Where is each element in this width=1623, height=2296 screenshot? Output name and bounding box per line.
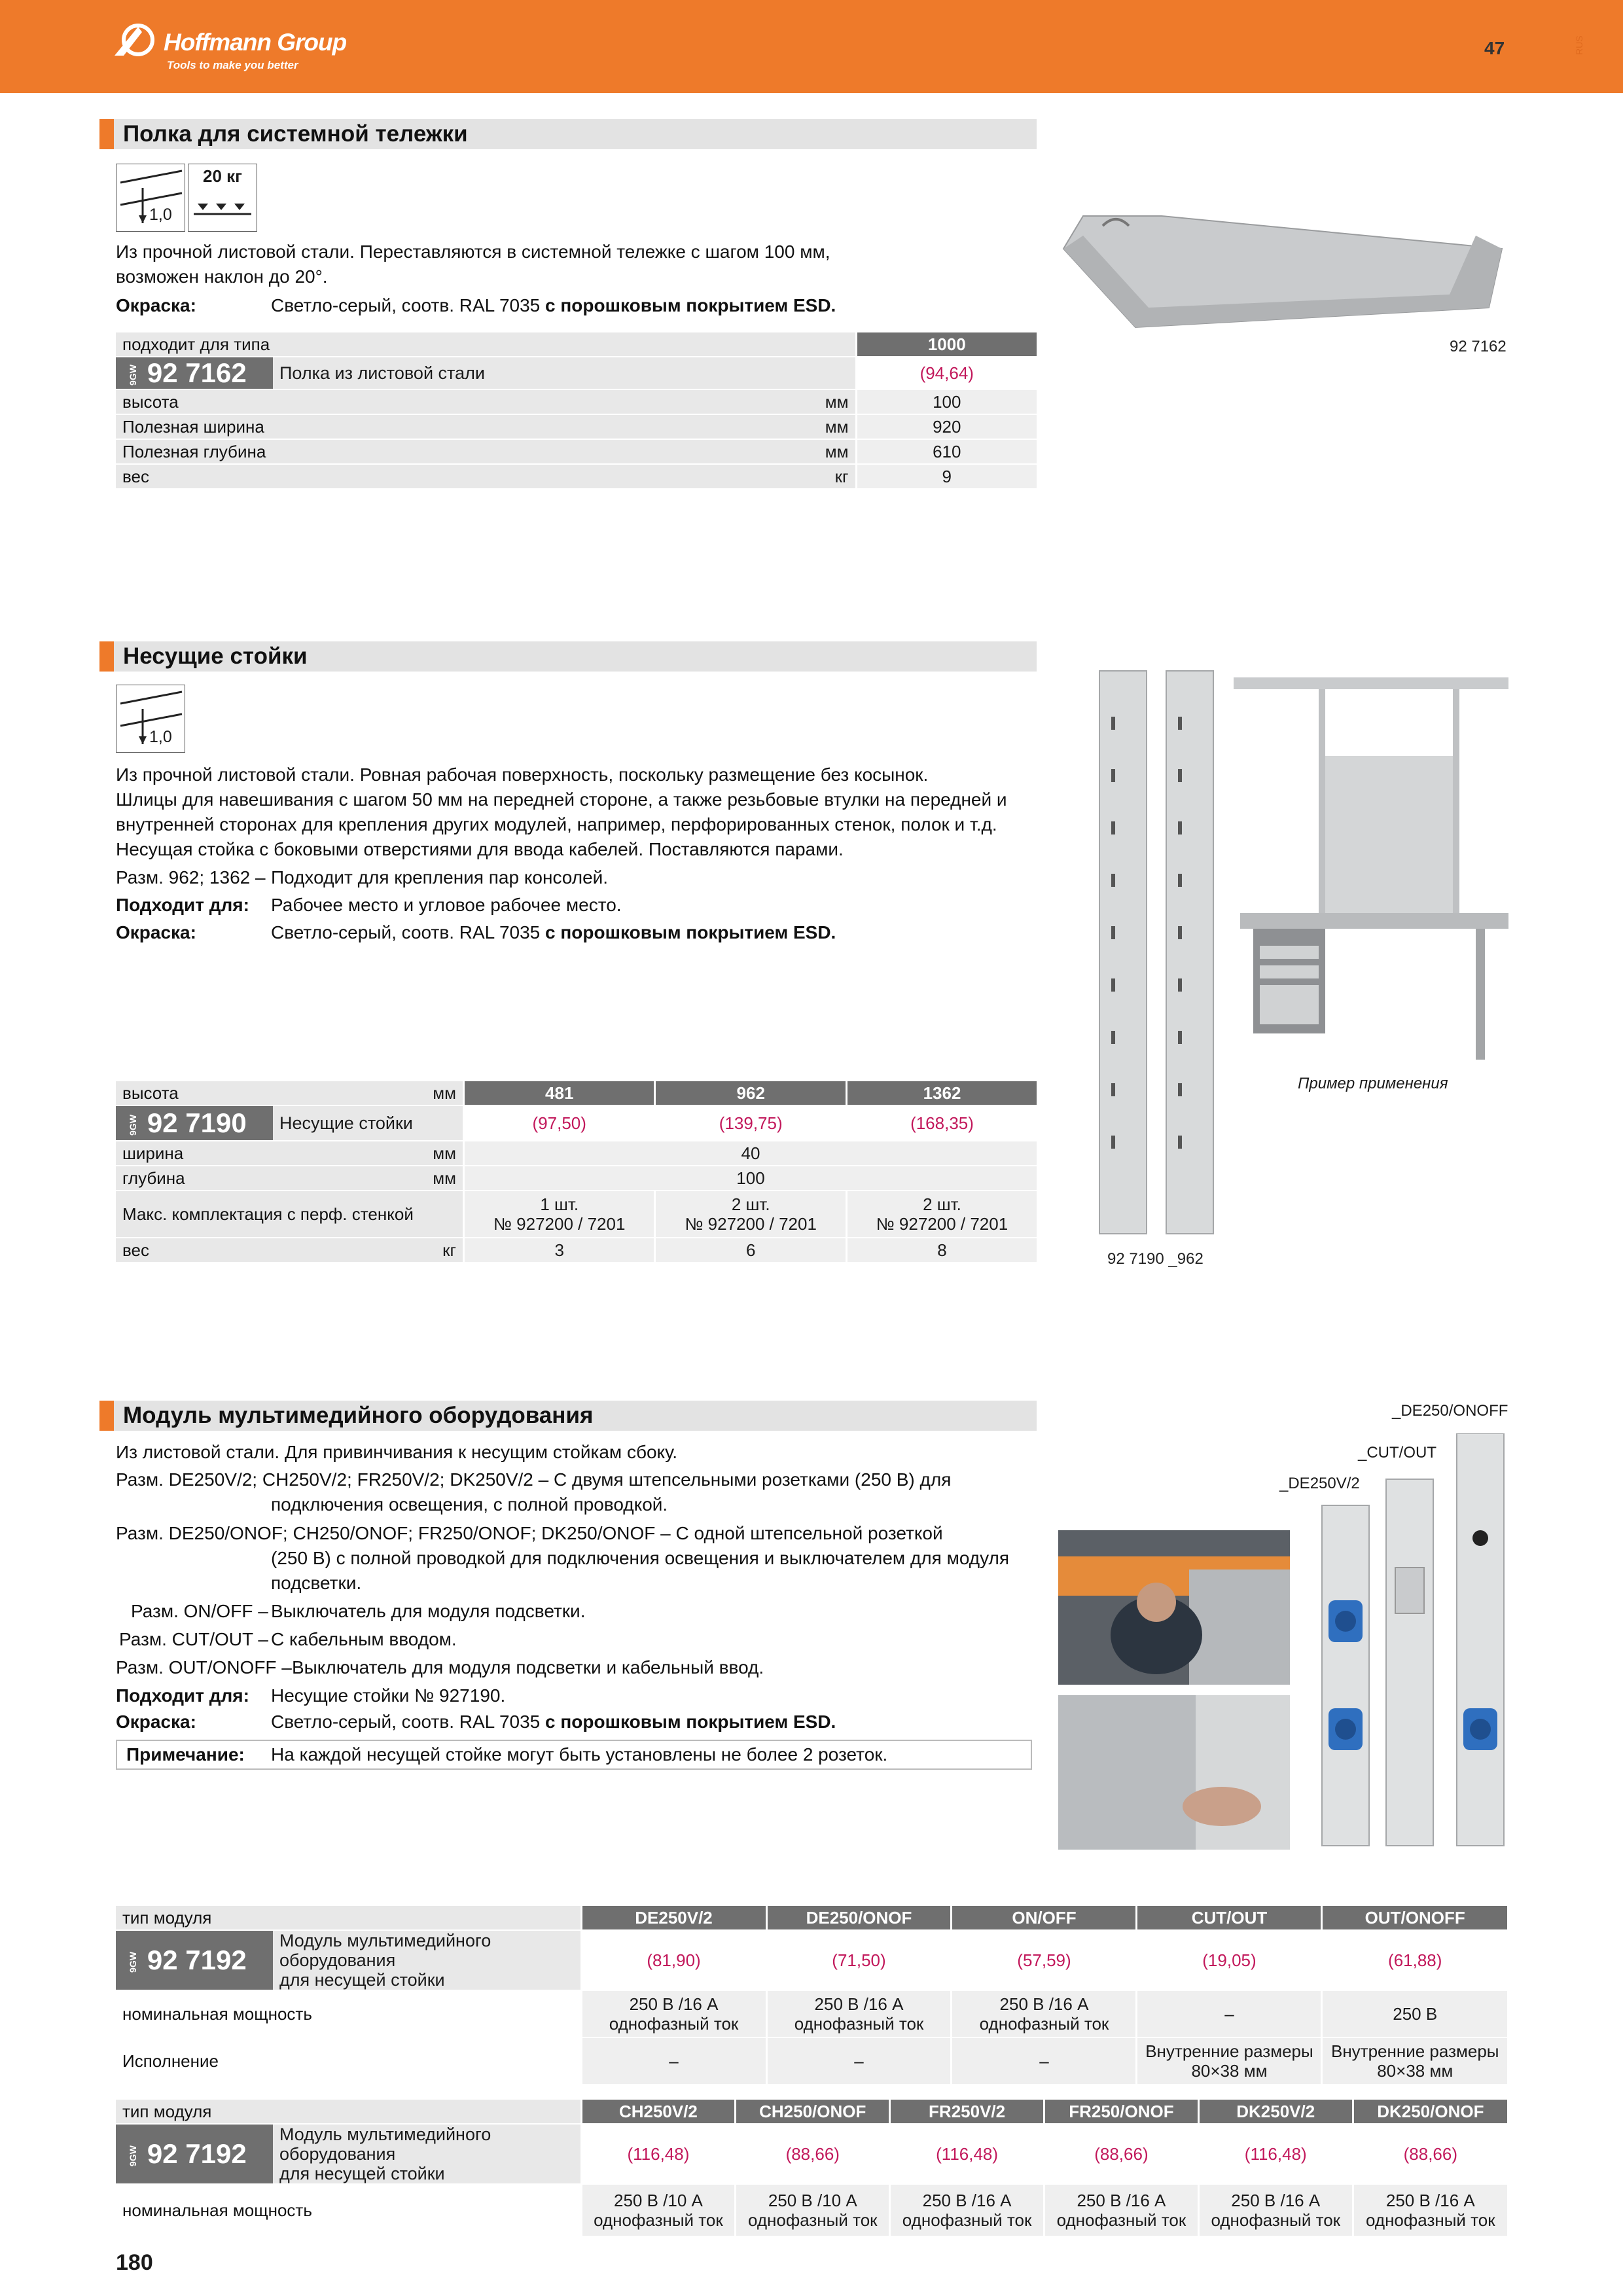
posts-paint-label: Окраска: bbox=[116, 922, 196, 942]
spec-label: Полезная ширина bbox=[116, 414, 273, 439]
posts-desc-2: Шлицы для навешивания с шагом 50 мм на передней стороне, а также резьбовые втулки на передней и bbox=[116, 789, 1007, 810]
weight-value: 8 bbox=[846, 1238, 1037, 1263]
power-value: 250 В /16 А однофазный ток bbox=[766, 1990, 952, 2037]
mm-p2a: Разм. DE250/ONOF; CH250/ONOF; FR250/ONOF; DK250/ONOF – С одной штепсельной розеткой bbox=[116, 1523, 943, 1543]
posts-desc-1: Из прочной листовой стали. Ровная рабочая поверхность, поскольку размещение без косынок. bbox=[116, 764, 929, 785]
depth-unit: мм bbox=[273, 1166, 464, 1191]
section-title-multimedia: Модуль мультимедийного оборудования bbox=[99, 1401, 1037, 1431]
multimedia-table-2 bbox=[116, 2100, 1507, 2237]
shelf-desc-2: возможен наклон до 20°. bbox=[116, 266, 328, 287]
brand-name: Hoffmann Group bbox=[164, 29, 347, 56]
example-caption: Пример применения bbox=[1298, 1075, 1448, 1092]
multimedia-table-1 bbox=[116, 1906, 1507, 2085]
note-box bbox=[116, 1740, 1032, 1770]
price: (168,35) bbox=[846, 1105, 1037, 1141]
article-desc: Полка из листовой стали bbox=[273, 357, 856, 389]
type-label: тип модуля bbox=[116, 2100, 581, 2124]
price: (71,50) bbox=[766, 1930, 952, 1990]
label-de250v2: _DE250V/2 bbox=[1279, 1475, 1360, 1492]
module-type: DK250/ONOF bbox=[1353, 2100, 1507, 2124]
price: (19,05) bbox=[1137, 1930, 1322, 1990]
price: (139,75) bbox=[655, 1105, 846, 1141]
mm-paint-value: Светло-серый, соотв. RAL 7035 с порошковым покрытием ESD. bbox=[271, 1712, 836, 1732]
width-label: ширина bbox=[116, 1141, 273, 1166]
height-unit: мм bbox=[273, 1081, 464, 1105]
price: (88,66) bbox=[736, 2124, 890, 2184]
exec-label: Исполнение bbox=[116, 2037, 581, 2085]
note-value: На каждой несущей стойке могут быть установлены не более 2 розеток. bbox=[271, 1744, 888, 1765]
spec-label: высота bbox=[116, 389, 273, 414]
price: (116,48) bbox=[890, 2124, 1044, 2184]
module-type: DK250V/2 bbox=[1198, 2100, 1353, 2124]
article-number: 9GW 92 7190 bbox=[116, 1105, 273, 1141]
shelf-spec-table bbox=[116, 332, 1037, 490]
module-type: OUT/ONOFF bbox=[1322, 1906, 1507, 1930]
support-posts-image bbox=[1093, 664, 1224, 1240]
max-value: 2 шт. № 927200 / 7201 bbox=[655, 1191, 846, 1238]
mm-fits-value: Несущие стойки № 927190. bbox=[271, 1685, 506, 1706]
posts-spec-table bbox=[116, 1081, 1037, 1263]
language-code: RUS bbox=[1574, 35, 1584, 55]
power-value: – bbox=[1137, 1990, 1322, 2037]
max-value: 2 шт. № 927200 / 7201 bbox=[846, 1191, 1037, 1238]
posts-image-caption: 92 7190 _962 bbox=[1107, 1250, 1204, 1268]
height-1362: 1362 bbox=[846, 1081, 1037, 1105]
price: (81,90) bbox=[581, 1930, 766, 1990]
exec-value: Внутренние размеры 80×38 мм bbox=[1137, 2037, 1322, 2085]
mm-paint-label: Окраска: bbox=[116, 1712, 196, 1732]
page-number: 180 bbox=[116, 2250, 153, 2275]
multimedia-modules-image bbox=[1315, 1433, 1512, 1852]
posts-size-value: Подходит для крепления пар консолей. bbox=[271, 867, 609, 888]
shelf-desc-1: Из прочной листовой стали. Переставляются в системной тележке с шагом 100 мм, bbox=[116, 242, 830, 262]
load-label: 20 кг bbox=[203, 166, 242, 186]
mm-p2c: подсветки. bbox=[271, 1573, 362, 1593]
module-type: DE250/ONOF bbox=[766, 1906, 952, 1930]
width-value: 40 bbox=[464, 1141, 1037, 1166]
height-label: высота bbox=[116, 1081, 273, 1105]
mm-p3-value: Выключатель для модуля подсветки. bbox=[271, 1601, 586, 1621]
spec-unit: кг bbox=[273, 464, 856, 489]
mm-fits-label: Подходит для: bbox=[116, 1685, 249, 1706]
exec-value: – bbox=[952, 2037, 1137, 2085]
article-number: 9GW 92 7192 bbox=[116, 2124, 273, 2184]
weight-unit: кг bbox=[273, 1238, 464, 1263]
max-value: 1 шт. № 927200 / 7201 bbox=[464, 1191, 655, 1238]
shelf-image-caption: 92 7162 bbox=[1450, 338, 1507, 355]
type-label: тип модуля bbox=[116, 1906, 581, 1930]
module-type: DE250V/2 bbox=[581, 1906, 766, 1930]
price: (97,50) bbox=[464, 1105, 655, 1141]
mm-p1a: Разм. DE250V/2; CH250V/2; FR250V/2; DK250V/2 – С двумя штепсельными розетками (250 В) для bbox=[116, 1469, 952, 1490]
page-number-top: 47 bbox=[1484, 38, 1505, 58]
mm-p1b: подключения освещения, с полной проводкой. bbox=[271, 1494, 668, 1515]
spec-value: 920 bbox=[856, 414, 1037, 439]
exec-value: – bbox=[766, 2037, 952, 2085]
posts-size-label: Разм. 962; 1362 – bbox=[116, 867, 266, 888]
spec-value: 100 bbox=[856, 389, 1037, 414]
posts-fits-label: Подходит для: bbox=[116, 895, 249, 915]
mm-p4-value: С кабельным вводом. bbox=[271, 1629, 457, 1649]
power-value: 250 В /16 А однофазный ток bbox=[1198, 2184, 1353, 2236]
article-number: 9GW 92 7192 bbox=[116, 1930, 273, 1990]
height-481: 481 bbox=[464, 1081, 655, 1105]
spec-label: вес bbox=[116, 464, 273, 489]
module-type: CUT/OUT bbox=[1137, 1906, 1322, 1930]
mm-p3-label: Разм. ON/OFF – bbox=[131, 1601, 268, 1621]
posts-fits-value: Рабочее место и угловое рабочее место. bbox=[271, 895, 622, 915]
exec-value: Внутренние размеры 80×38 мм bbox=[1322, 2037, 1507, 2085]
width-unit: мм bbox=[273, 1141, 464, 1166]
mm-p5-value: Выключатель для модуля подсветки и кабельный ввод. bbox=[292, 1657, 764, 1677]
power-label: номинальная мощность bbox=[116, 1990, 581, 2037]
spec-unit: мм bbox=[273, 439, 856, 464]
shelf-paint-value: Светло-серый, соотв. RAL 7035 с порошковым покрытием ESD. bbox=[271, 295, 836, 315]
exec-value: – bbox=[581, 2037, 766, 2085]
price: (116,48) bbox=[1198, 2124, 1353, 2184]
posts-paint-value: Светло-серый, соотв. RAL 7035 с порошковым покрытием ESD. bbox=[271, 922, 836, 942]
power-value: 250 В /16 А однофазный ток bbox=[581, 1990, 766, 2037]
thickness-label-1: 1,0 bbox=[149, 206, 172, 224]
spec-label: Полезная глубина bbox=[116, 439, 273, 464]
depth-value: 100 bbox=[464, 1166, 1037, 1191]
power-label: номинальная мощность bbox=[116, 2184, 581, 2236]
power-value: 250 В /16 А однофазный ток bbox=[890, 2184, 1044, 2236]
installation-photo-2 bbox=[1058, 1695, 1290, 1850]
mm-p2b: (250 В) с полной проводкой для подключения освещения и выключателем для модуля bbox=[271, 1548, 1010, 1568]
max-label: Макс. комплектация с перф. стенкой bbox=[116, 1191, 464, 1238]
power-value: 250 В /16 А однофазный ток bbox=[1353, 2184, 1507, 2236]
price: (61,88) bbox=[1322, 1930, 1507, 1990]
power-value: 250 В /16 А однофазный ток bbox=[952, 1990, 1137, 2037]
article-desc: Несущие стойки bbox=[273, 1105, 464, 1141]
spec-value: 9 bbox=[856, 464, 1037, 489]
weight-value: 3 bbox=[464, 1238, 655, 1263]
weight-value: 6 bbox=[655, 1238, 846, 1263]
article-number: 9GW 92 7162 bbox=[116, 357, 273, 389]
shelf-product-image bbox=[1057, 196, 1508, 340]
installation-photo-1 bbox=[1058, 1530, 1290, 1685]
label-cut-out: _CUT/OUT bbox=[1358, 1444, 1436, 1462]
spec-unit: мм bbox=[273, 389, 856, 414]
module-type: ON/OFF bbox=[952, 1906, 1137, 1930]
article-desc: Модуль мультимедийного оборудования для несущей стойки bbox=[273, 2124, 581, 2184]
depth-label: глубина bbox=[116, 1166, 273, 1191]
module-type: CH250V/2 bbox=[581, 2100, 736, 2124]
posts-desc-4: Несущая стойка с боковыми отверстиями для ввода кабелей. Поставляются парами. bbox=[116, 839, 844, 859]
hoffmann-logo-icon bbox=[115, 23, 162, 57]
power-value: 250 В /10 А однофазный ток bbox=[581, 2184, 736, 2236]
module-type: FR250V/2 bbox=[890, 2100, 1044, 2124]
section-title-shelf: Полка для системной тележки bbox=[99, 119, 1037, 149]
shelf-paint-label: Окраска: bbox=[116, 295, 196, 315]
module-type: FR250/ONOF bbox=[1044, 2100, 1199, 2124]
section-title-posts: Несущие стойки bbox=[99, 641, 1037, 672]
thickness-label-2: 1,0 bbox=[149, 728, 172, 746]
type-label: подходит для типа bbox=[116, 332, 856, 357]
spec-value: 610 bbox=[856, 439, 1037, 464]
label-de250-onoff: _DE250/ONOFF bbox=[1392, 1402, 1508, 1420]
price: (57,59) bbox=[952, 1930, 1137, 1990]
spec-unit: мм bbox=[273, 414, 856, 439]
power-value: 250 В /16 А однофазный ток bbox=[1044, 2184, 1199, 2236]
workstation-example-image bbox=[1234, 677, 1508, 1070]
price: (94,64) bbox=[856, 357, 1037, 389]
height-962: 962 bbox=[655, 1081, 846, 1105]
module-type: CH250/ONOF bbox=[736, 2100, 890, 2124]
mm-p4-label: Разм. CUT/OUT – bbox=[119, 1629, 268, 1649]
note-label: Примечание: bbox=[126, 1744, 245, 1765]
price: (116,48) bbox=[581, 2124, 736, 2184]
price: (88,66) bbox=[1044, 2124, 1199, 2184]
posts-desc-3: внутренней сторонах для крепления других модулей, например, перфорированных стенок, полок и т.д. bbox=[116, 814, 997, 834]
power-value: 250 В bbox=[1322, 1990, 1507, 2037]
price: (88,66) bbox=[1353, 2124, 1507, 2184]
weight-label: вес bbox=[116, 1238, 273, 1263]
mm-intro: Из листовой стали. Для привинчивания к несущим стойкам сбоку. bbox=[116, 1442, 678, 1462]
mm-p5-label: Разм. OUT/ONOFF – bbox=[116, 1657, 292, 1677]
brand-tagline: Tools to make you better bbox=[167, 59, 298, 71]
type-value: 1000 bbox=[856, 332, 1037, 357]
article-desc: Модуль мультимедийного оборудования для несущей стойки bbox=[273, 1930, 581, 1990]
power-value: 250 В /10 А однофазный ток bbox=[736, 2184, 890, 2236]
